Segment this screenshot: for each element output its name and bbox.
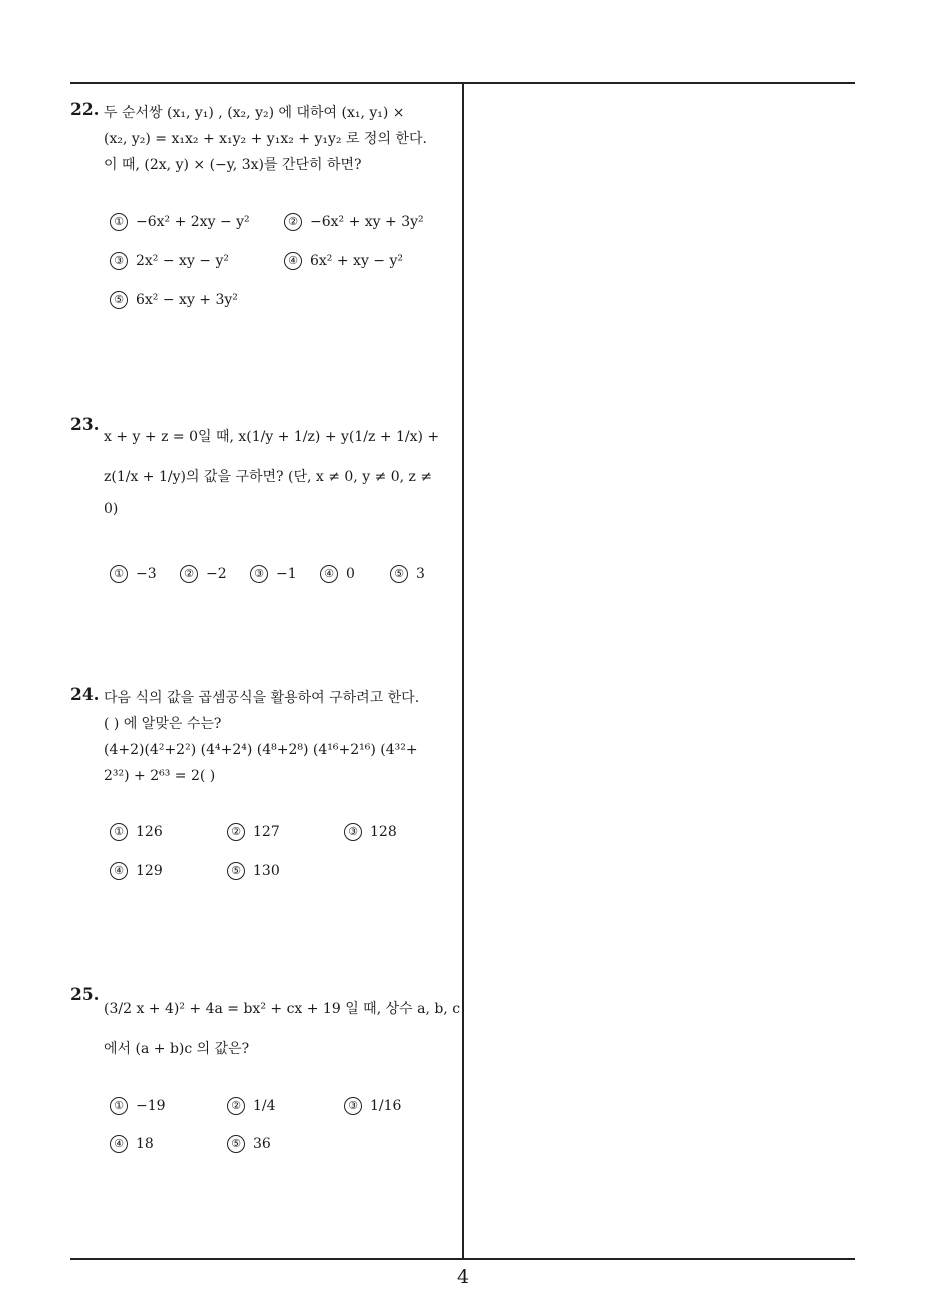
choice-marker: ① [110,1097,128,1115]
question-number: 23. [70,415,100,435]
choice-text: 129 [136,863,163,879]
choice-marker: ③ [344,823,362,841]
question-text [104,989,461,1069]
choice-text: −6x² + 2xy − y² [136,214,250,230]
question-line: ( ) 에 알맞은 수는? [104,716,222,732]
choice-text: 2x² − xy − y² [136,253,230,269]
choice-2[interactable] [180,565,227,583]
choice-text: 126 [136,824,163,840]
choice-marker: ① [110,565,128,583]
question-line: 다음 식의 값을 곱셈공식을 활용하여 구하려고 한다. [104,690,420,706]
choice-text: 3 [416,566,425,582]
choice-marker: ④ [110,1135,128,1153]
choice-5[interactable] [227,862,280,880]
question-line: 두 순서쌍 (x₁, y₁) , (x₂, y₂) 에 대하여 (x₁, y₁) × [104,105,405,121]
choice-3[interactable] [344,1097,401,1115]
choice-text: −1 [276,566,297,582]
choice-3[interactable] [250,565,297,583]
choice-text: −19 [136,1098,166,1114]
question-line: z(1/x + 1/y)의 값을 구하면? (단, x ≠ 0, y ≠ 0, z ≠ [104,469,433,485]
choice-text: −3 [136,566,157,582]
choice-marker: ⑤ [227,862,245,880]
choice-text: 1/16 [370,1098,402,1114]
choice-1[interactable] [110,823,163,841]
choice-marker: ⑤ [110,291,128,309]
choice-text: 130 [253,863,280,879]
choice-4[interactable] [320,565,355,583]
question-line: 2³²) + 2⁶³ = 2( ) [104,768,216,784]
choice-text: −6x² + xy + 3y² [310,214,424,230]
question-line: (3/2 x + 4)² + 4a = bx² + cx + 19 일 때, 상수 a, b, c [104,1001,461,1017]
question-number: 24. [70,685,100,705]
question-text [104,685,456,789]
choice-5[interactable] [390,565,425,583]
question-number: 25. [70,985,100,1005]
question-line: (4+2)(4²+2²) (4⁴+2⁴) (4⁸+2⁸) (4¹⁶+2¹⁶) (4³²+ [104,742,418,758]
choice-marker: ③ [250,565,268,583]
choice-4[interactable] [110,862,163,880]
choice-4[interactable] [110,1135,154,1153]
choice-1[interactable] [110,1097,166,1115]
choice-2[interactable] [227,1097,276,1115]
choice-marker: ① [110,823,128,841]
choice-text: 1/4 [253,1098,276,1114]
question-line: x + y + z = 0일 때, x(1/y + 1/z) + y(1/z + 1/x) + [104,429,440,445]
choice-text: 6x² + xy − y² [310,253,404,269]
choice-text: 128 [370,824,397,840]
choice-5[interactable] [227,1135,271,1153]
choice-1[interactable] [110,565,157,583]
question-line: 이 때, (2x, y) × (−y, 3x)를 간단히 하면? [104,157,362,173]
choice-marker: ④ [284,252,302,270]
choice-marker: ⑤ [390,565,408,583]
choice-marker: ② [227,823,245,841]
column-divider [462,82,464,1259]
choice-2[interactable] [227,823,280,841]
choice-3[interactable] [344,823,397,841]
choice-marker: ② [227,1097,245,1115]
bottom-rule [70,1258,855,1260]
choice-1[interactable] [110,213,250,231]
choice-marker: ① [110,213,128,231]
choice-marker: ④ [110,862,128,880]
question-line: 에서 (a + b)c 의 값은? [104,1041,250,1057]
choice-text: 6x² − xy + 3y² [136,292,238,308]
question-text [104,100,456,178]
choice-marker: ③ [344,1097,362,1115]
question-text [104,417,456,521]
choice-3[interactable] [110,252,229,270]
question-number: 22. [70,100,100,120]
question-line: 0) [104,501,119,517]
choice-marker: ④ [320,565,338,583]
choice-4[interactable] [284,252,403,270]
choice-marker: ② [180,565,198,583]
question-line: (x₂, y₂) = x₁x₂ + x₁y₂ + y₁x₂ + y₁y₂ 로 정의 한다. [104,131,427,147]
choice-2[interactable] [284,213,424,231]
choice-marker: ② [284,213,302,231]
choice-text: 0 [346,566,355,582]
choice-marker: ③ [110,252,128,270]
choice-marker: ⑤ [227,1135,245,1153]
choice-5[interactable] [110,291,238,309]
page-number: 4 [456,1266,470,1288]
choice-text: 127 [253,824,280,840]
choice-text: 36 [253,1136,271,1152]
choice-text: 18 [136,1136,154,1152]
choice-text: −2 [206,566,227,582]
